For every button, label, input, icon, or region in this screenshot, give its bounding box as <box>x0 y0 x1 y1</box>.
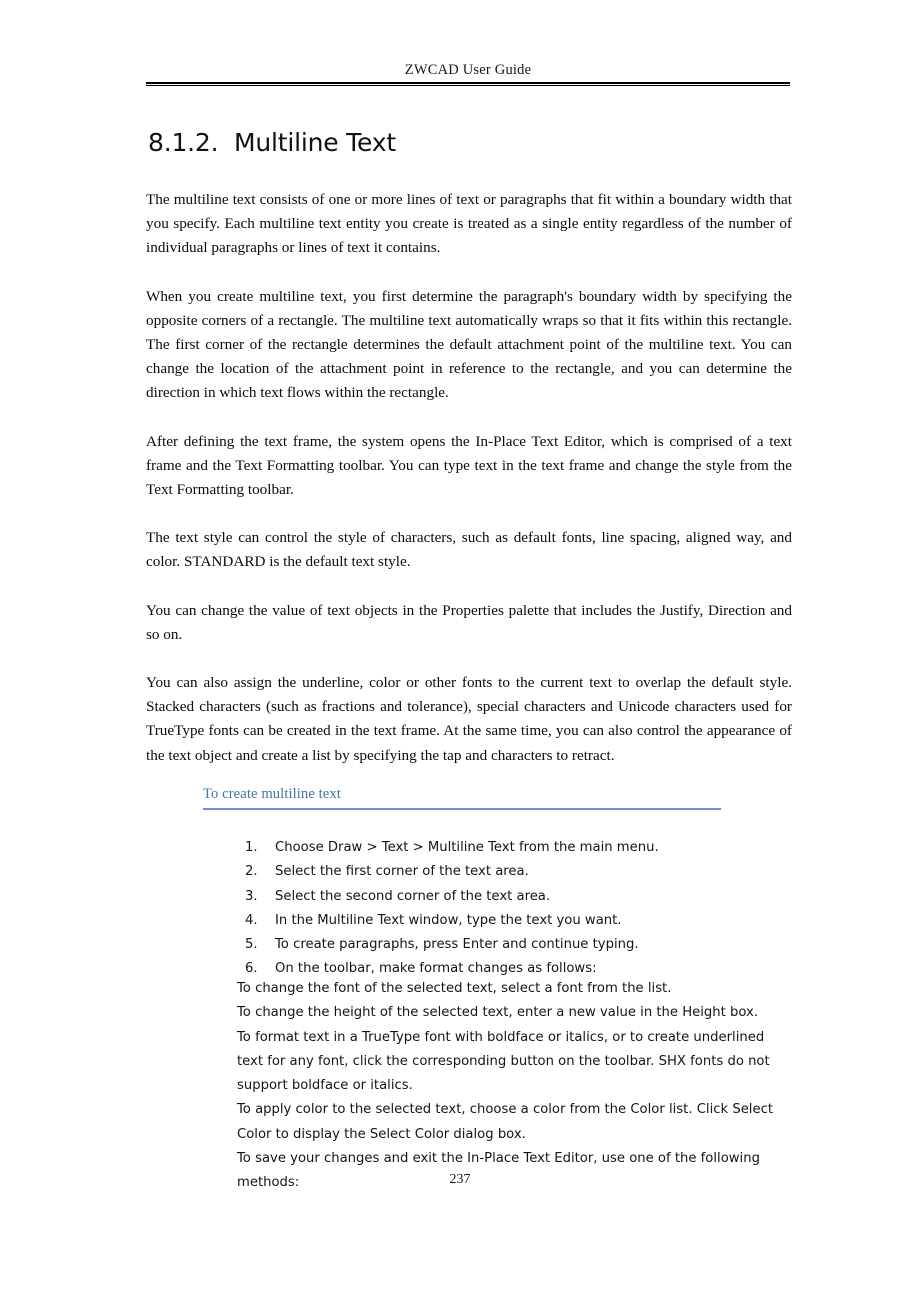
body-paragraph: The text style can control the style of characters, such as default fonts, line spacing, aligned way, and color. STANDARD is the default text style. <box>146 529 792 571</box>
detail-paragraph: To apply color to the selected text, choose a color from the Color list. Click Select Color to display the Select Color dialog box. <box>237 1102 774 1142</box>
list-item <box>237 933 807 957</box>
list-item <box>237 909 807 933</box>
detail-paragraph: To change the font of the selected text, select a font from the list. <box>237 981 672 996</box>
body-content <box>146 188 792 768</box>
list-item-label: Select the first corner of the text area. <box>275 864 529 880</box>
body-paragraph: You can also assign the underline, color or other fonts to the current text to overlap the default style. Stacked characters (such as fractions and tolerance), special characters and Unicode characters used for TrueType fonts can be created in the text frame. At the same time, you can also control the appearance of the text object and create a list by specifying the tap and characters to retract. <box>146 674 792 764</box>
page-number: 237 <box>449 1172 471 1187</box>
list-item <box>237 860 807 884</box>
body-paragraph: You can change the value of text objects in the Properties palette that includes the Justify, Direction and so on. <box>146 601 792 643</box>
procedure-header <box>203 785 721 810</box>
list-item-number: 5. <box>245 937 258 953</box>
list-item-number: 1. <box>245 840 258 855</box>
section-number: 8.1.2. <box>148 128 219 157</box>
body-paragraph: The multiline text consists of one or more lines of text or paragraphs that fit within a boundary width that you specify. Each multiline text entity you create is treated as a single entity regardless of the number of individual paragraphs or lines of text it contains. <box>146 191 792 257</box>
procedure-title: To create multiline text <box>203 786 341 802</box>
page-header <box>146 62 790 86</box>
list-item-label: In the Multiline Text window, type the text you want. <box>275 912 622 928</box>
body-paragraph: When you create multiline text, you first determine the paragraph's boundary width by specifying the opposite corners of a rectangle. The multiline text automatically wraps so that it fits within this rectangle. The first corner of the rectangle determines the default attachment point of the multiline text. You can change the location of the attachment point in reference to the rectangle, and you can determine the direction in which text flows within the rectangle. <box>146 287 792 402</box>
procedure-divider <box>203 808 721 810</box>
header-divider <box>146 82 790 86</box>
detail-paragraph: To save your changes and exit the In-Place Text Editor, use one of the following methods: <box>237 1151 760 1191</box>
list-item-label: Select the second corner of the text area. <box>275 888 551 904</box>
list-item-number: 2. <box>245 864 258 880</box>
list-item <box>237 885 807 909</box>
body-paragraph: After defining the text frame, the system opens the In-Place Text Editor, which is comprised of a text frame and the Text Formatting toolbar. You can type text in the text frame and change the style from the Text Formatting toolbar. <box>146 432 792 499</box>
list-item-number: 3. <box>245 888 258 904</box>
procedure-details <box>237 977 793 1196</box>
list-item-number: 6. <box>245 961 258 977</box>
detail-paragraph: To change the height of the selected text, enter a new value in the Height box. <box>237 1005 759 1021</box>
list-item-number: 4. <box>245 912 258 928</box>
list-item-label: On the toolbar, make format changes as follows: <box>275 961 597 977</box>
list-item <box>237 836 807 860</box>
section-title: Multiline Text <box>234 128 396 157</box>
detail-paragraph: To format text in a TrueType font with boldface or italics, or to create underlined text for any font, click the corresponding button on the toolbar. SHX fonts do not support boldface or italics. <box>237 1029 770 1094</box>
procedure-steps <box>237 836 807 982</box>
header-title: ZWCAD User Guide <box>404 62 532 78</box>
list-item-label: Choose Draw > Text > Multiline Text from the main menu. <box>275 840 659 855</box>
list-item-label: To create paragraphs, press Enter and continue typing. <box>275 937 639 953</box>
page-title <box>148 128 396 157</box>
